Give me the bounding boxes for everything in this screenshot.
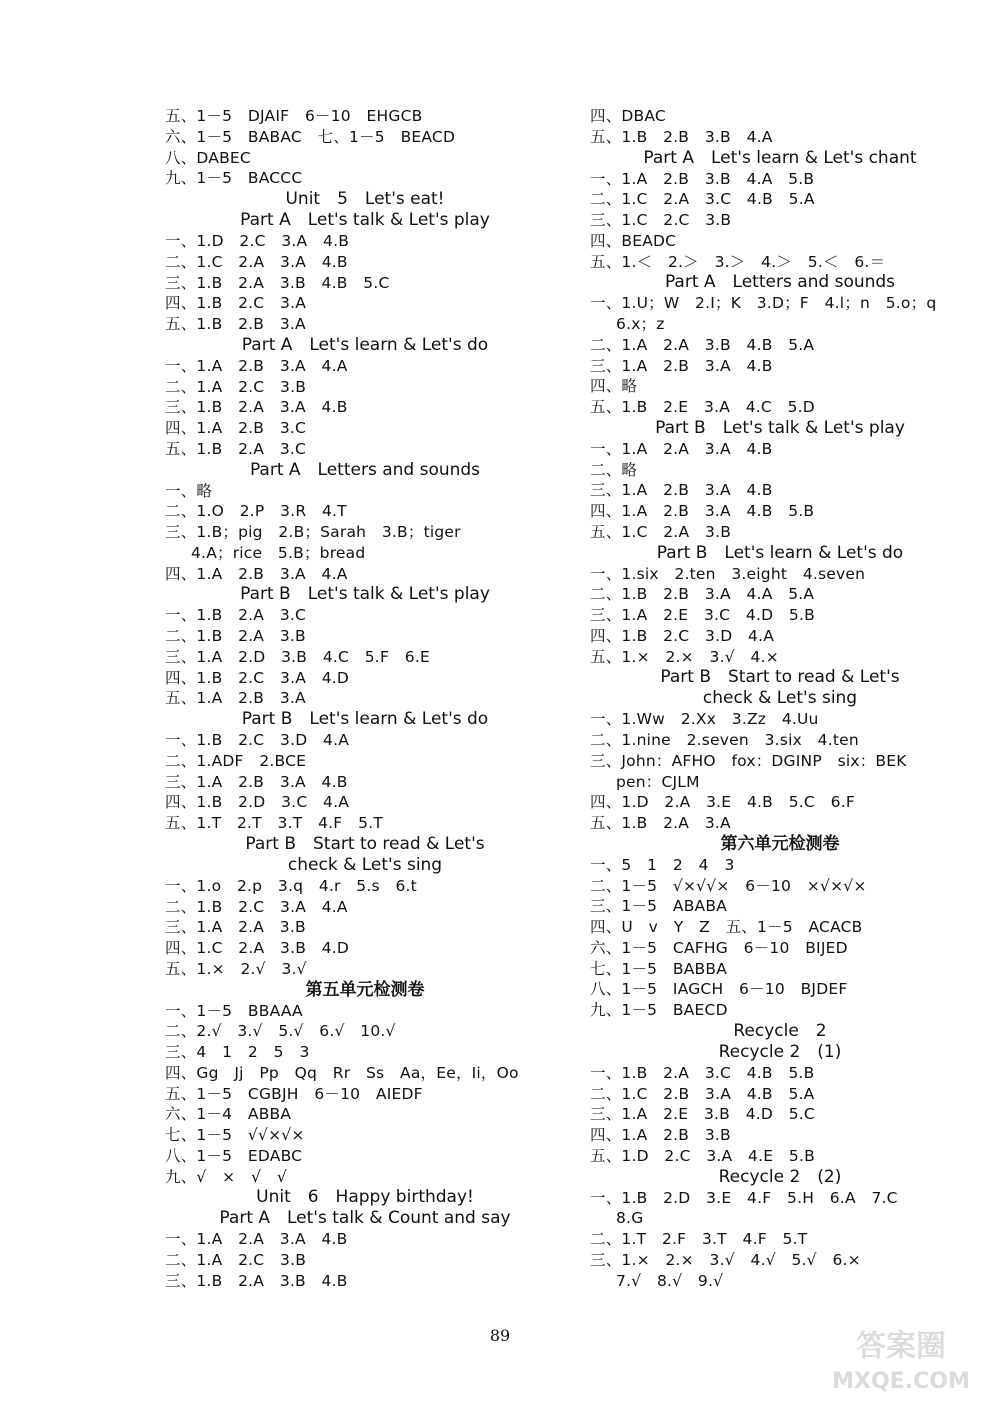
- answer-line: 6.x；z: [616, 315, 665, 333]
- answer-line: 一、略: [165, 481, 213, 500]
- section-heading: Part A Let's talk & Let's play: [240, 210, 490, 230]
- watermark-url: MXQE.COM: [832, 1369, 970, 1394]
- answer-line: 三、1.C 2.C 3.B: [590, 211, 732, 229]
- answer-line: 四、DBAC: [590, 107, 666, 125]
- answer-line: 二、略: [590, 460, 638, 479]
- left-column: [165, 106, 565, 1292]
- section-heading: Recycle 2 (1): [718, 1041, 842, 1062]
- section-heading: Recycle 2: [733, 1020, 827, 1041]
- answer-line: 一、1.A 2.A 3.A 4.B: [165, 1230, 348, 1249]
- answer-line: pen：CJLM: [616, 772, 700, 791]
- answer-line: 三、1.B 2.A 3.B 4.B 5.C: [165, 273, 390, 292]
- section-heading: Part B Let's learn & Let's do: [241, 709, 489, 729]
- answer-line: 二、1.C 2.A 3.C 4.B 5.A: [590, 190, 815, 209]
- answer-line: 二、1.C 2.A 3.A 4.B: [165, 252, 348, 271]
- answer-line: 一、1.B 2.D 3.E 4.F 5.H 6.A 7.C: [590, 1188, 898, 1207]
- watermark-title: 答案圈: [856, 1329, 946, 1364]
- answer-line: 五、1.＜ 2.＞ 3.＞ 4.＞ 5.＜ 6.＝: [590, 252, 886, 271]
- answer-line: 二、1.C 2.B 3.A 4.B 5.A: [590, 1084, 815, 1103]
- section-heading: 第五单元检测卷: [305, 979, 425, 1000]
- answer-line: 五、1.× 2.√ 3.√: [165, 959, 307, 978]
- answer-line: 一、1.A 2.A 3.A 4.B: [590, 439, 773, 458]
- answer-line: 一、1－5 BBAAA: [165, 1001, 303, 1020]
- section-heading: 第六单元检测卷: [720, 833, 840, 854]
- section-heading: check & Let's sing: [702, 688, 858, 709]
- answer-line: 五、1.A 2.B 3.A: [165, 689, 306, 708]
- answer-line: 二、1.ADF 2.BCE: [165, 751, 307, 770]
- answer-line: 一、1.D 2.C 3.A 4.B: [165, 232, 350, 250]
- answer-line: 七、1－5 BABBA: [590, 959, 728, 978]
- answer-line: 三、1.B；pig 2.B；Sarah 3.B；tiger: [165, 523, 461, 541]
- answer-line: 三、1.B 2.A 3.B 4.B: [165, 1271, 348, 1290]
- answer-line: 三、1.A 2.B 3.A 4.B: [590, 356, 773, 375]
- answer-line: 二、2.√ 3.√ 5.√ 6.√ 10.√: [165, 1022, 396, 1041]
- answer-line: 八、DABEC: [165, 148, 251, 167]
- answer-line: 三、1.A 2.E 3.C 4.D 5.B: [590, 606, 815, 624]
- answer-line: 一、1.A 2.B 3.B 4.A 5.B: [590, 169, 815, 188]
- answer-line: 一、1.B 2.A 3.C 4.B 5.B: [590, 1063, 815, 1082]
- answer-line: 五、1－5 DJAIF 6－10 EHGCB: [165, 107, 423, 125]
- answer-line: 五、1.B 2.E 3.A 4.C 5.D: [590, 398, 815, 416]
- section-heading: Part A Let's talk & Count and say: [219, 1208, 511, 1229]
- answer-line: 一、1.B 2.C 3.D 4.A: [165, 731, 350, 749]
- answer-line: 四、1.B 2.C 3.A: [165, 294, 307, 313]
- answer-line: 一、1.Ww 2.Xx 3.Zz 4.Uu: [590, 710, 819, 729]
- answer-line: 四、U v Y Z 五、1－5 ACACB: [590, 918, 863, 936]
- answer-line: 二、1.B 2.A 3.B: [165, 627, 306, 645]
- answer-line: 四、1.B 2.D 3.C 4.A: [165, 793, 350, 812]
- answer-line: 三、1.A 2.D 3.B 4.C 5.F 6.E: [165, 647, 430, 666]
- answer-line: 7.√ 8.√ 9.√: [616, 1271, 724, 1290]
- watermark-logo: [816, 1316, 986, 1398]
- answer-line: 二、1－5 √×√√× 6－10 ×√×√×: [590, 876, 867, 895]
- section-heading: Part A Letters and sounds: [664, 272, 896, 293]
- answer-line: 三、1.A 2.E 3.B 4.D 5.C: [590, 1105, 815, 1124]
- answer-line: 一、1.six 2.ten 3.eight 4.seven: [590, 564, 866, 583]
- answer-line: 四、BEADC: [590, 231, 677, 250]
- answer-line: 五、1.× 2.× 3.√ 4.×: [590, 647, 779, 666]
- answer-line: 四、1.A 2.B 3.A 4.B 5.B: [590, 502, 815, 520]
- section-heading: Part A Let's learn & Let's chant: [643, 147, 917, 168]
- answer-line: 七、1－5 √√×√×: [165, 1126, 305, 1144]
- answer-line: 4.A；rice 5.B；bread: [191, 543, 366, 562]
- answer-line: 九、1－5 BAECD: [590, 1001, 728, 1019]
- answer-line: 六、1－5 CAFHG 6－10 BIJED: [590, 938, 848, 957]
- answer-line: 六、1－4 ABBA: [165, 1105, 292, 1124]
- section-heading: Part B Let's talk & Let's play: [240, 584, 490, 605]
- answer-line: 一、1.U；W 2.I；K 3.D；F 4.l；n 5.o；q: [590, 294, 937, 313]
- section-heading: Unit 5 Let's eat!: [285, 189, 445, 209]
- section-heading: Part B Start to read & Let's: [245, 833, 485, 854]
- answer-line: 五、1.B 2.B 3.A: [165, 315, 306, 333]
- answer-line: 九、1－5 BACCC: [165, 169, 303, 188]
- answer-line: 三、1.A 2.B 3.A 4.B: [165, 772, 348, 791]
- answer-line: 三、John：AFHO fox：DGINP six：BEK: [590, 751, 907, 770]
- right-column: [590, 106, 970, 1291]
- answer-line: 三、4 1 2 5 3: [165, 1043, 310, 1061]
- answer-line: 五、1.C 2.A 3.B: [590, 522, 732, 541]
- answer-line: 一、1.o 2.p 3.q 4.r 5.s 6.t: [165, 876, 417, 895]
- answer-line: 二、1.A 2.C 3.B: [165, 377, 307, 396]
- answer-line: 二、1.A 2.C 3.B: [165, 1251, 307, 1269]
- answer-line: 二、1.B 2.C 3.A 4.A: [165, 897, 348, 916]
- answer-line: 四、1.C 2.A 3.B 4.D: [165, 939, 350, 957]
- answer-line: 九、√ × √ √: [165, 1167, 287, 1186]
- answer-line: 三、1.A 2.B 3.A 4.B: [590, 481, 773, 500]
- answer-line: 8.G: [616, 1209, 644, 1228]
- answer-line: 五、1.B 2.B 3.B 4.A: [590, 127, 773, 146]
- answer-line: 四、1.A 2.B 3.A 4.A: [165, 564, 348, 583]
- answer-line: 二、1.T 2.F 3.T 4.F 5.T: [590, 1230, 808, 1248]
- page-number: 89: [489, 1326, 511, 1345]
- answer-line: 五、1.D 2.C 3.A 4.E 5.B: [590, 1146, 815, 1165]
- answer-line: 五、1.B 2.A 3.C: [165, 439, 307, 458]
- section-heading: Part B Let's talk & Let's play: [655, 417, 905, 438]
- section-heading: Part A Letters and sounds: [249, 459, 481, 480]
- answer-line: 八、1－5 IAGCH 6－10 BJDEF: [590, 980, 848, 999]
- answer-line: 四、1.A 2.B 3.B: [590, 1126, 731, 1144]
- answer-line: 一、1.A 2.B 3.A 4.A: [165, 356, 348, 375]
- answer-line: 四、1.D 2.A 3.E 4.B 5.C 6.F: [590, 793, 855, 812]
- answer-line: 三、1－5 ABABA: [590, 897, 728, 916]
- answer-line: 五、1.B 2.A 3.A: [590, 814, 731, 832]
- answer-line: 八、1－5 EDABC: [165, 1146, 303, 1165]
- answer-line: 四、1.B 2.C 3.A 4.D: [165, 668, 350, 687]
- answer-line: 一、5 1 2 4 3: [590, 855, 735, 874]
- answer-line: 二、1.A 2.A 3.B 4.B 5.A: [590, 335, 815, 354]
- section-heading: check & Let's sing: [287, 854, 443, 875]
- section-heading: Part A Let's learn & Let's do: [241, 334, 489, 355]
- answer-line: 四、Gg Jj Pp Qq Rr Ss Aa，Ee，Ii，Oo: [165, 1063, 519, 1082]
- answer-line: 三、1.A 2.A 3.B: [165, 918, 306, 937]
- answer-line: 一、1.B 2.A 3.C: [165, 606, 307, 625]
- answer-line: 五、1.T 2.T 3.T 4.F 5.T: [165, 814, 383, 832]
- answer-line: 二、1.B 2.B 3.A 4.A 5.A: [590, 585, 815, 604]
- answer-line: 四、略: [590, 377, 638, 396]
- answer-line: 三、1.× 2.× 3.√ 4.√ 5.√ 6.×: [590, 1250, 861, 1269]
- section-heading: Part B Let's learn & Let's do: [656, 542, 904, 563]
- answer-line: 二、1.O 2.P 3.R 4.T: [165, 502, 347, 521]
- answer-line: 四、1.A 2.B 3.C: [165, 419, 307, 437]
- section-heading: Unit 6 Happy birthday!: [256, 1187, 474, 1208]
- answer-line: 三、1.B 2.A 3.A 4.B: [165, 398, 348, 417]
- answer-line: 四、1.B 2.C 3.D 4.A: [590, 626, 775, 645]
- answer-line: 二、1.nine 2.seven 3.six 4.ten: [590, 731, 859, 749]
- section-heading: Part B Start to read & Let's: [660, 667, 900, 688]
- answer-line: 五、1－5 CGBJH 6－10 AIEDF: [165, 1084, 423, 1103]
- section-heading: Recycle 2 (2): [718, 1166, 842, 1187]
- answer-line: 六、1－5 BABAC 七、1－5 BEACD: [165, 127, 456, 146]
